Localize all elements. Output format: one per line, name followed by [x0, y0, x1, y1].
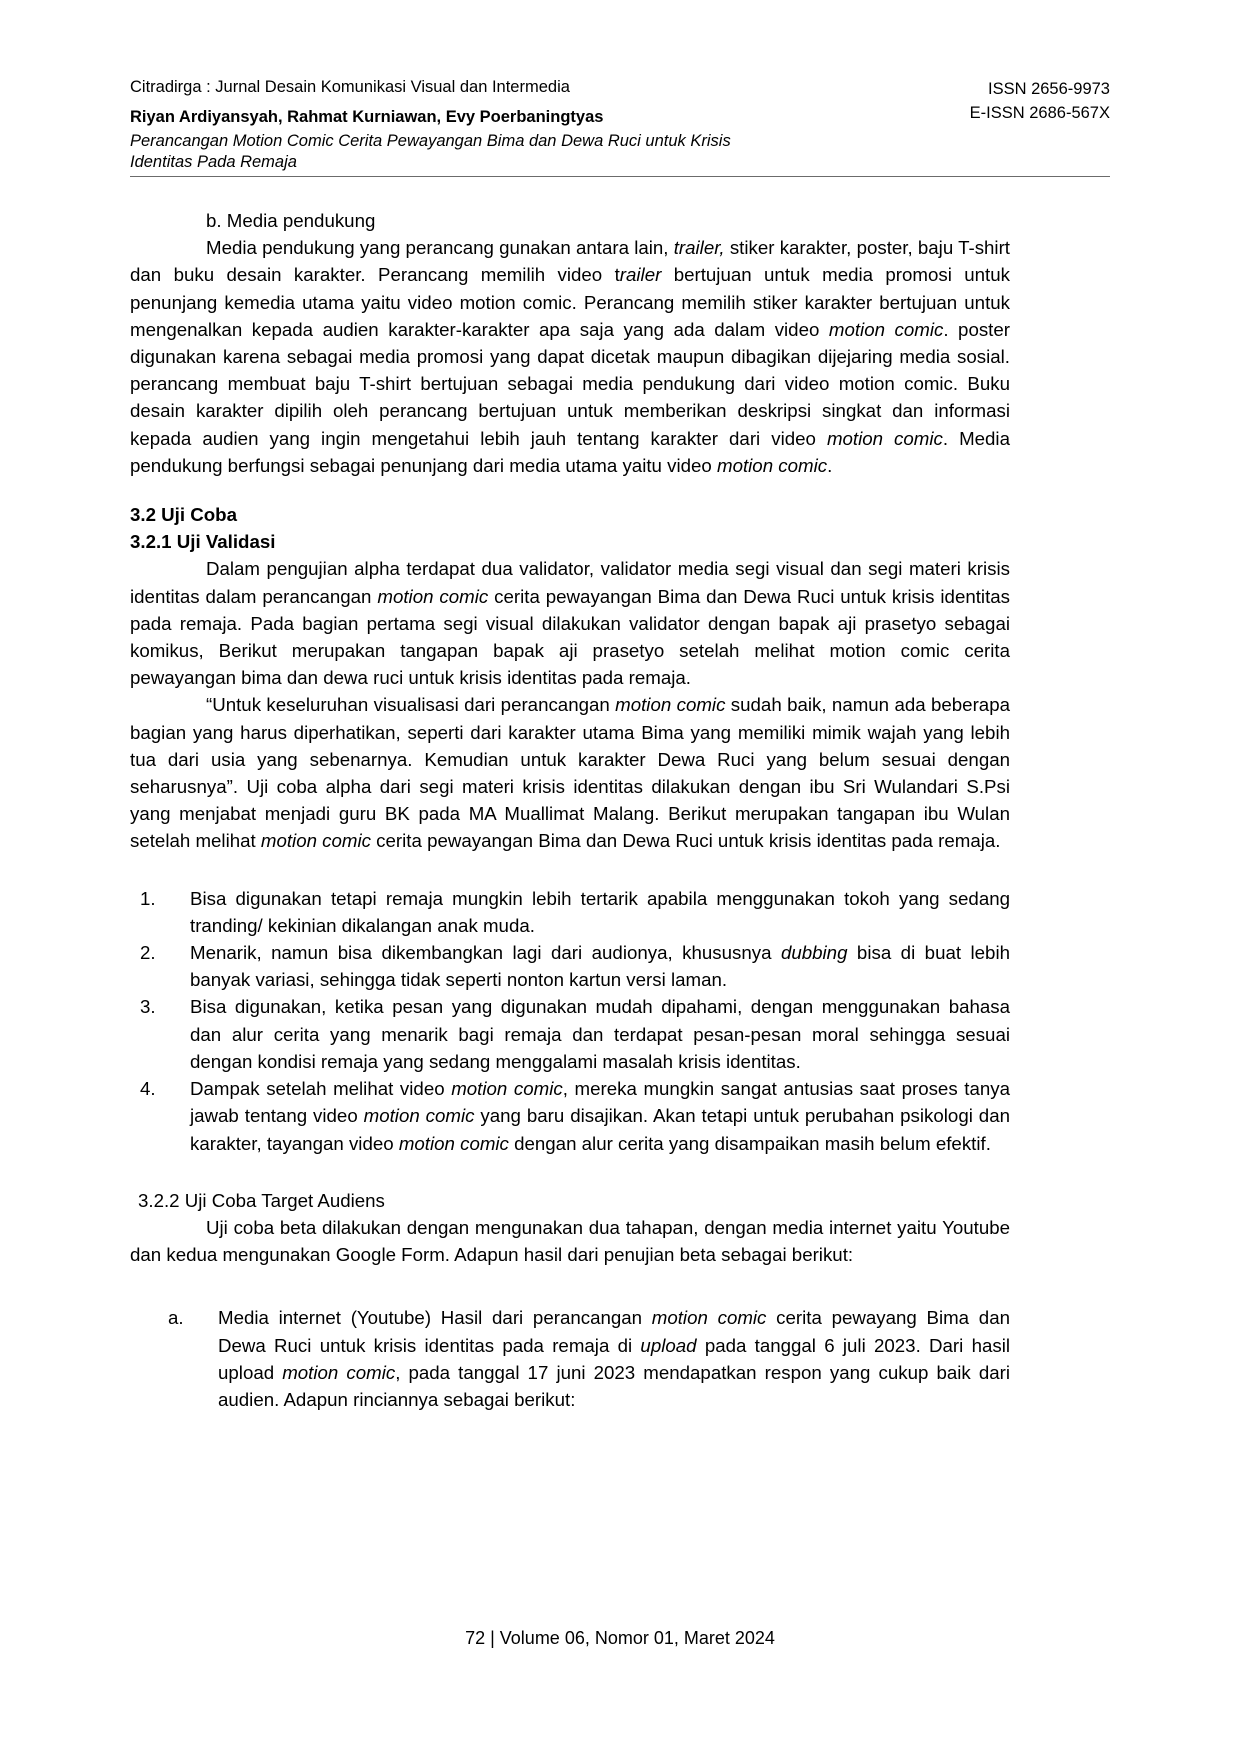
author-names: Riyan Ardiyansyah, Rahmat Kurniawan, Evy Poerbaningtyas: [130, 107, 604, 126]
italic-run: motion comic: [377, 585, 489, 607]
text-run: Bisa digunakan tetapi remaja mungkin lebih tertarik apabila menggunakan tokoh yang sedang tranding/ kekinian dikalangan anak muda.: [190, 887, 1010, 936]
page-content: [130, 207, 1010, 1413]
text-run: . poster digunakan karena sebagai media promosi yang dapat dicetak maupun dibagikan dijejaring media sosial. perancang membuat baju T-shirt bertujuan sebagai media pendukung dari video motion comic. Buku desain karakter dipilih oleh perancang bertujuan untuk memberikan deskripsi singkat dan informasi kepada audien yang ingin mengetahui lebih jauh tentang karakter dari video: [130, 318, 1010, 449]
page-footer: [0, 1628, 1240, 1649]
text-run: cerita pewayangan Bima dan Dewa Ruci untuk krisis identitas pada remaja.: [370, 830, 1001, 852]
italic-run: dubbing: [780, 942, 848, 964]
text-run: yang baru disajikan. Akan tetapi untuk perubahan psikologi dan karakter, tayangan video: [190, 1105, 1010, 1154]
validator-feedback-list: [140, 885, 1010, 1157]
italic-run: motion comic: [615, 694, 726, 716]
article-title: Perancangan Motion Comic Cerita Pewayangan Bima dan Dewa Ruci untuk Krisis Identitas Pada Remaja: [130, 131, 731, 172]
list-item: [140, 993, 1010, 1075]
text-run: Menarik, namun bisa dikembangkan lagi dari audionya, khususnya: [190, 942, 781, 964]
text-run: pada tanggal 6 juli 2023. Dari hasil upload: [218, 1334, 1011, 1383]
italic-run: motion comic: [260, 830, 371, 852]
volume-info: Volume 06, Nomor 01, Maret 2024: [499, 1628, 775, 1648]
italic-run: motion comic: [363, 1105, 475, 1127]
header-left-block: [130, 76, 830, 174]
media-pendukung-label: b. Media pendukung: [206, 210, 376, 231]
text-run: bisa di buat lebih banyak variasi, sehingga tidak seperti nonton kartun versi laman.: [190, 942, 1010, 991]
italic-run: motion comic: [398, 1132, 509, 1154]
italic-run: motion comic: [717, 454, 828, 476]
spacer: [130, 1268, 1010, 1304]
spacer: [130, 1157, 1010, 1187]
text-run: Media pendukung yang perancang gunakan antara lain,: [206, 237, 674, 259]
italic-run: motion comic: [282, 1361, 396, 1383]
text-run: , pada tanggal 17 juni 2023 mendapatkan respon yang cukup baik dari audien. Adapun rinciannya sebagai berikut:: [218, 1361, 1010, 1410]
text-run: bertujuan untuk media promosi untuk penunjang kemedia utama yaitu video motion comic. Perancang memilih stiker karakter bertujuan untuk mengenalkan kepada audien karakter-karakter apa saja yang ada dalam video: [130, 264, 1010, 340]
header-row: [130, 76, 1110, 174]
text-run: dengan alur cerita yang disampaikan masih belum efektif.: [508, 1132, 991, 1154]
validator-quote-paragraph: [130, 691, 1010, 854]
heading-3-2: 3.2 Uji Coba: [130, 504, 237, 526]
spacer: [130, 855, 1010, 885]
page-number: 72: [465, 1628, 486, 1648]
italic-run: motion comic: [651, 1307, 767, 1329]
list-item: [140, 939, 1010, 993]
uji-coba-audiens-paragraph: Uji coba beta dilakukan dengan mengunakan dua tahapan, dengan media internet yaitu Youtube dan kedua mengunakan Google Form. Adapun hasil dari penujian beta sebagai berikut:: [130, 1216, 1010, 1266]
uji-validasi-paragraph: [130, 555, 1010, 691]
issn-electronic: E-ISSN 2686-567X: [969, 103, 1110, 122]
header-right-block: [860, 76, 1110, 126]
italic-run: upload: [640, 1334, 697, 1356]
heading-3-2-1: 3.2.1 Uji Validasi: [130, 531, 276, 553]
text-run: stiker karakter, poster, baju T-shirt dan buku desain karakter. Perancang memilih video t: [130, 237, 1011, 286]
audience-test-list: [168, 1304, 1010, 1413]
footer-separator: |: [490, 1628, 495, 1648]
text-run: cerita pewayang Bima dan Dewa Ruci untuk krisis identitas pada remaja di: [218, 1307, 1010, 1356]
header-divider: [130, 176, 1110, 177]
text-run: .: [827, 454, 833, 476]
italic-run: motion comic: [451, 1078, 563, 1100]
italic-run: trailer,: [673, 237, 725, 259]
journal-name: Citradirga : Jurnal Desain Komunikasi Visual dan Intermedia: [130, 78, 570, 96]
text-run: Media internet (Youtube) Hasil dari perancangan: [218, 1307, 652, 1329]
page-header: [130, 76, 1110, 174]
list-item: [168, 1304, 1010, 1413]
italic-run: motion comic: [826, 427, 943, 449]
text-run: Bisa digunakan, ketika pesan yang digunakan mudah dipahami, dengan menggunakan bahasa dan alur cerita yang menarik bagi remaja dan terdapat pesan-pesan moral sehingga sesuai dengan kondisi remaja yang sedang menggalami masalah krisis identitas.: [190, 996, 1010, 1072]
text-run: cerita pewayangan Bima dan Dewa Ruci untuk krisis identitas pada remaja. Pada bagian pertama segi visual dilakukan validator dengan bapak aji prasetyo sebagai komikus, Berikut merupakan tangapan bapak aji prasetyo setelah melihat motion comic cerita pewayangan bima dan dewa ruci untuk krisis identitas pada remaja.: [130, 585, 1011, 689]
text-run: sudah baik, namun ada beberapa bagian yang harus diperhatikan, seperti dari karakter utama Bima yang memiliki mimik wajah yang lebih tua dari usia yang sebenarnya. Kemudian untuk karakter Dewa Ruci yang belum sesuai dengan seharusnya”. Uji coba alpha dari segi materi krisis identitas dilakukan dengan ibu Sri Wulandari S.Psi yang menjabat menjadi guru BK pada MA Muallimat Malang. Berikut merupakan tangapan ibu Wulan setelah melihat: [130, 694, 1010, 852]
list-item: [140, 885, 1010, 939]
list-marker: 4.: [140, 1078, 156, 1100]
issn-print: ISSN 2656-9973: [987, 80, 1110, 98]
list-item: [140, 1075, 1010, 1157]
list-marker: 3.: [140, 996, 156, 1018]
text-run: , mereka mungkin sangat antusias saat proses tanya jawab tentang video: [190, 1078, 1011, 1127]
italic-run: motion comic: [828, 318, 944, 340]
list-marker: a.: [168, 1307, 184, 1329]
text-run: “Untuk keseluruhan visualisasi dari perancangan: [206, 694, 616, 716]
spacer: [130, 479, 1010, 501]
italic-run: railer: [619, 264, 662, 286]
list-marker: 2.: [140, 942, 156, 964]
heading-3-2-2: 3.2.2 Uji Coba Target Audiens: [138, 1189, 385, 1211]
media-pendukung-paragraph: [130, 234, 1010, 479]
list-marker: 1.: [140, 887, 156, 909]
text-run: Dampak setelah melihat video: [190, 1078, 452, 1100]
text-run: Dalam pengujian alpha terdapat dua validator, validator media segi visual dan segi materi krisis identitas dalam perancangan: [130, 558, 1010, 607]
text-run: . Media pendukung berfungsi sebagai penunjang dari media utama yaitu video: [130, 427, 1010, 476]
